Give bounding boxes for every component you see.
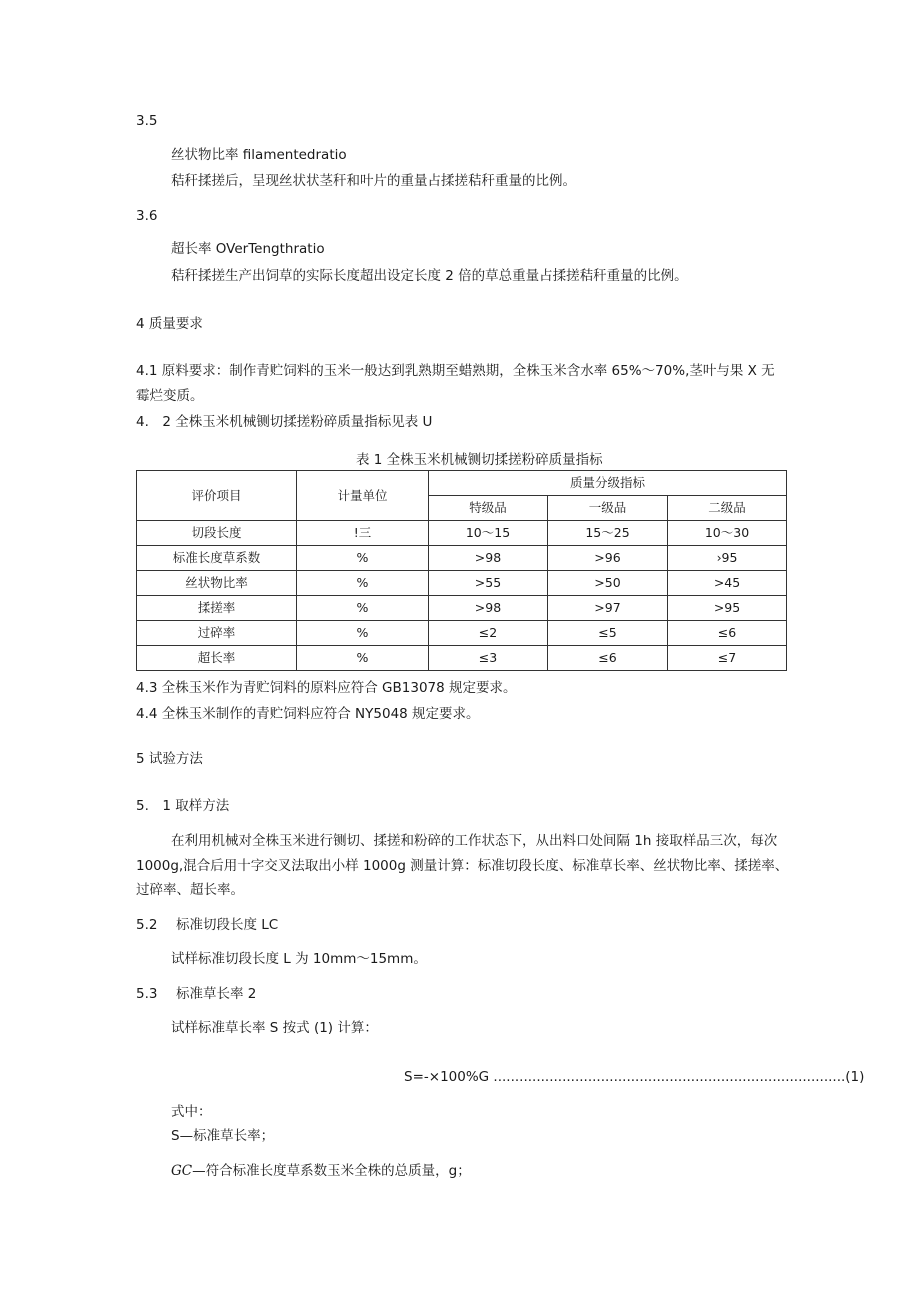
header-unit: 计量单位 xyxy=(297,471,429,521)
section-5-3-title: 标准草长率 2 xyxy=(176,986,257,1002)
var-gc-text: —符合标准长度草系数玉米全株的总质量，g； xyxy=(192,1163,471,1179)
table-row xyxy=(137,521,787,546)
section-4-heading: 4 质量要求 xyxy=(136,316,203,332)
row-first: 15～25 xyxy=(548,521,668,546)
row-item: 丝状物比率 xyxy=(137,571,297,596)
var-gc-symbol: GC xyxy=(171,1163,193,1179)
section-3-5-term: 丝状物比率 filamentedratio xyxy=(171,147,347,163)
quality-index-table xyxy=(136,470,787,671)
section-3-5-definition: 秸秆揉搓后，呈现丝状状茎秆和叶片的重量占揉搓秸秆重量的比例。 xyxy=(171,173,576,189)
row-special: ≤2 xyxy=(429,621,548,646)
section-5-2-title: 标准切段长度 LC xyxy=(176,917,279,933)
section-5-2-number: 5.2 xyxy=(136,917,158,933)
row-second: 10～30 xyxy=(668,521,787,546)
header-item: 评价项目 xyxy=(137,471,297,521)
table-row xyxy=(137,646,787,671)
var-gc-definition xyxy=(171,1162,471,1180)
table-row xyxy=(137,596,787,621)
para-4-2: 4. 2 全株玉米机械铡切揉搓粉碎质量指标见表 U xyxy=(136,414,433,430)
row-unit: % xyxy=(297,646,429,671)
para-5-1-line2: 1000g,混合后用十字交叉法取出小样 1000g 测量计算：标准切段长度、标准草长率、丝状物比率、揉搓率、 xyxy=(136,858,789,874)
para-5-1-line3: 过碎率、超长率。 xyxy=(136,882,244,898)
header-first: 一级品 xyxy=(548,496,668,521)
section-3-6-number: 3.6 xyxy=(136,208,158,224)
row-second: ›95 xyxy=(668,546,787,571)
row-item: 超长率 xyxy=(137,646,297,671)
row-first: ≤5 xyxy=(548,621,668,646)
row-second: >45 xyxy=(668,571,787,596)
row-special: ≤3 xyxy=(429,646,548,671)
formula-1: S=-×100%G ..................................................................................(1) xyxy=(404,1069,865,1085)
para-4-1-line1: 4.1 原料要求：制作青贮饲料的玉米一般达到乳熟期至蜡熟期，全株玉米含水率 65%～70%,茎叶与果 X 无 xyxy=(136,363,775,379)
row-special: >98 xyxy=(429,596,548,621)
para-4-4: 4.4 全株玉米制作的青贮饲料应符合 NY5048 规定要求。 xyxy=(136,706,480,722)
section-3-6-definition: 秸秆揉搓生产出饲草的实际长度超出设定长度 2 倍的草总重量占揉搓秸秆重量的比例。 xyxy=(171,268,688,284)
row-second: ≤6 xyxy=(668,621,787,646)
row-second: >95 xyxy=(668,596,787,621)
row-first: >50 xyxy=(548,571,668,596)
row-item: 过碎率 xyxy=(137,621,297,646)
row-special: >98 xyxy=(429,546,548,571)
row-first: >97 xyxy=(548,596,668,621)
row-unit: % xyxy=(297,571,429,596)
row-second: ≤7 xyxy=(668,646,787,671)
table-row xyxy=(137,571,787,596)
section-5-1-heading: 5. 1 取样方法 xyxy=(136,798,230,814)
header-grade: 质量分级指标 xyxy=(429,471,787,496)
para-4-3: 4.3 全株玉米作为青贮饲料的原料应符合 GB13078 规定要求。 xyxy=(136,680,517,696)
row-unit: % xyxy=(297,621,429,646)
row-unit: % xyxy=(297,546,429,571)
where-label: 式中： xyxy=(171,1104,212,1120)
para-5-2: 试样标准切段长度 L 为 10mm～15mm。 xyxy=(171,951,427,967)
section-3-5-number: 3.5 xyxy=(136,113,158,129)
var-s-definition: S—标准草长率； xyxy=(171,1128,275,1144)
section-5-3-number: 5.3 xyxy=(136,986,158,1002)
row-item: 切段长度 xyxy=(137,521,297,546)
para-4-1-line2: 霉烂变质。 xyxy=(136,388,204,404)
para-5-1-line1: 在利用机械对全株玉米进行铡切、揉搓和粉碎的工作状态下，从出料口处间隔 1h 接取样品三次，每次 xyxy=(171,833,778,849)
table-row xyxy=(137,546,787,571)
table-caption: 表 1 全株玉米机械铡切揉搓粉碎质量指标 xyxy=(356,452,603,468)
header-second: 二级品 xyxy=(668,496,787,521)
section-5-heading: 5 试验方法 xyxy=(136,751,203,767)
row-special: 10～15 xyxy=(429,521,548,546)
section-3-6-term: 超长率 OVerTengthratio xyxy=(171,241,325,257)
table-row xyxy=(137,621,787,646)
row-unit: % xyxy=(297,596,429,621)
para-5-3: 试样标准草长率 S 按式 (1) 计算： xyxy=(171,1020,378,1036)
row-first: ≤6 xyxy=(548,646,668,671)
row-unit: !三 xyxy=(297,521,429,546)
row-item: 揉搓率 xyxy=(137,596,297,621)
row-item: 标准长度草系数 xyxy=(137,546,297,571)
row-first: >96 xyxy=(548,546,668,571)
row-special: >55 xyxy=(429,571,548,596)
header-special: 特级品 xyxy=(429,496,548,521)
